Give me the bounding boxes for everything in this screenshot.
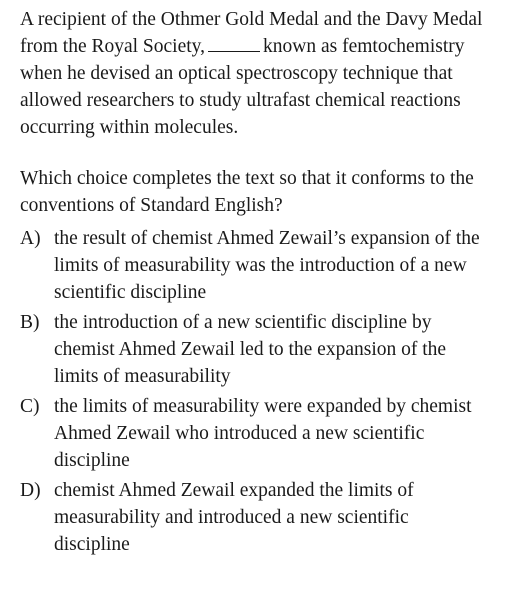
answer-choices bbox=[20, 225, 494, 558]
question-prompt: Which choice completes the text so that it conforms to the conventions of Standard English? bbox=[20, 168, 474, 216]
passage-text bbox=[20, 6, 488, 141]
choice-text: the limits of measurability were expanded by chemist Ahmed Zewail who introduced a new scientific discipline bbox=[54, 396, 472, 471]
choice-d[interactable] bbox=[20, 477, 494, 558]
choice-b[interactable] bbox=[20, 309, 494, 390]
answer-blank bbox=[208, 36, 260, 52]
choice-letter: D) bbox=[20, 480, 41, 501]
passage-before-blank: A recipient of the Othmer Gold Medal and the Davy Medal from the Royal Society, bbox=[20, 9, 483, 57]
choice-letter: B) bbox=[20, 312, 40, 333]
choice-a[interactable] bbox=[20, 225, 494, 306]
passage-after-blank: known as femtochemistry when he devised an optical spectroscopy technique that allowed researchers to study ultrafast chemical reactions occurring within molecules. bbox=[20, 36, 465, 138]
choice-text: the result of chemist Ahmed Zewail’s expansion of the limits of measurability was the introduction of a new scientific discipline bbox=[54, 228, 480, 303]
choice-c[interactable] bbox=[20, 393, 494, 474]
choice-text: the introduction of a new scientific discipline by chemist Ahmed Zewail led to the expansion of the limits of measurability bbox=[54, 312, 447, 387]
choice-letter: A) bbox=[20, 228, 41, 249]
choice-text: chemist Ahmed Zewail expanded the limits of measurability and introduced a new scientific discipline bbox=[54, 480, 414, 555]
choice-letter: C) bbox=[20, 396, 40, 417]
